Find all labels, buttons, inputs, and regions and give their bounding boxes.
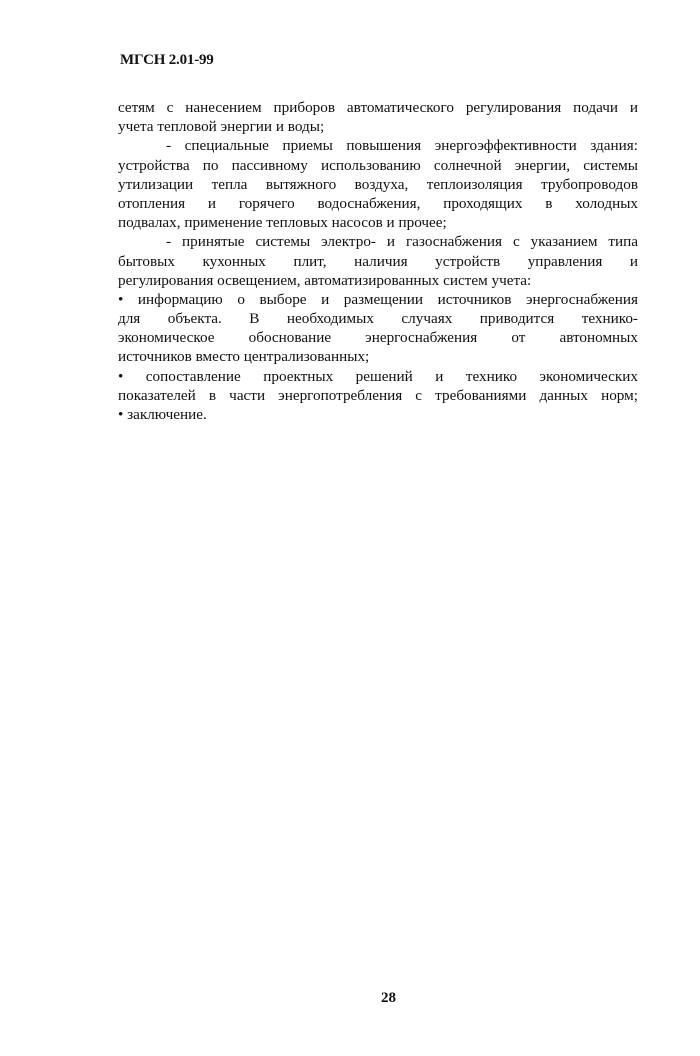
- text-line: - принятые системы электро- и газоснабжения с указанием типа: [166, 233, 638, 251]
- text-line: отопления и горячего водоснабжения, проходящих в холодных: [118, 194, 638, 212]
- page-number: 28: [381, 990, 396, 1006]
- text-line: бытовых кухонных плит, наличия устройств управления и: [118, 252, 638, 270]
- text-line: - специальные приемы повышения энергоэффективности здания:: [166, 137, 638, 155]
- text-line: утилизации тепла вытяжного воздуха, теплоизоляция трубопроводов: [118, 175, 638, 193]
- bullet-item: • информацию о выборе и размещении источников энергоснабжения: [118, 290, 638, 308]
- bullet-item: • заключение.: [118, 406, 207, 423]
- text-line: источников вместо централизованных;: [118, 348, 370, 366]
- body-text: [118, 98, 638, 424]
- text-line: устройства по пассивному использованию солнечной энергии, системы: [118, 156, 638, 174]
- text-line: для объекта. В необходимых случаях приводится технико-: [118, 310, 638, 328]
- text-line: сетям с нанесением приборов автоматического регулирования подачи и: [118, 99, 638, 116]
- bullet-item: • сопоставление проектных решений и технико экономических: [118, 367, 638, 385]
- text-line: регулирования освещением, автоматизированных систем учета:: [118, 271, 532, 289]
- text-line: учета тепловой энергии и воды;: [118, 118, 325, 136]
- text-line: подвалах, применение тепловых насосов и прочее;: [118, 214, 447, 232]
- document-code-header: МГСН 2.01-99: [120, 52, 214, 68]
- text-line: показателей в части энергопотребления с требованиями данных норм;: [118, 386, 638, 404]
- text-line: экономическое обоснование энергоснабжения от автономных: [118, 329, 638, 347]
